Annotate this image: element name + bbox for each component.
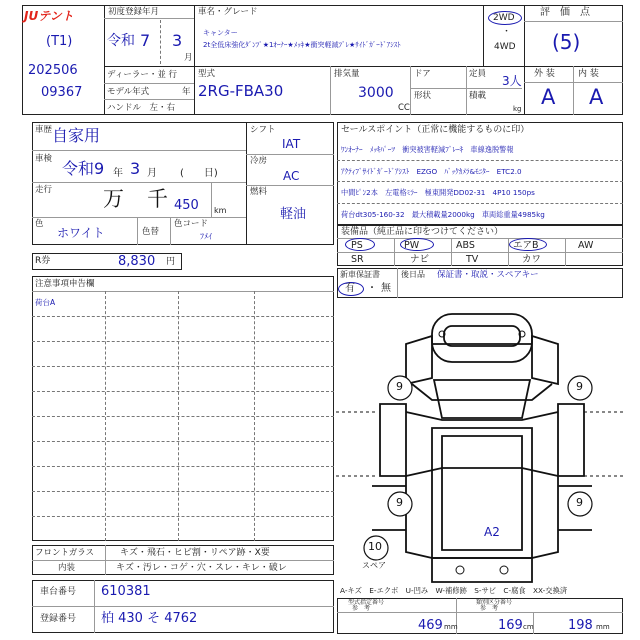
car-grade: 2t全低床強化ﾀﾞﾝﾌﾟ★1ｵｰﾅｰ★ﾒｯｷ★衝突軽減ﾌﾞﾚ★ｻｲﾄﾞｶﾞｰﾄﾞｱｼｽﾄ xyxy=(203,41,401,49)
inspection-era: 令和9 xyxy=(62,159,105,178)
kg-unit: kg xyxy=(513,105,522,113)
cc-unit: CC xyxy=(398,103,410,113)
inspection-month-unit: 月 xyxy=(147,168,157,179)
sales-title: セールスポイント（正常に機能するものに印） xyxy=(341,125,530,135)
usage-label: 車歴 xyxy=(35,125,53,135)
warranty-label: 新車保証書 xyxy=(340,270,380,279)
damage-mark-a2: A2 xyxy=(484,525,500,539)
equip-navi: ナビ xyxy=(410,254,430,265)
color-code: ﾌﾒｲ xyxy=(200,232,212,241)
car-name-label: 車名・グレード xyxy=(198,7,258,17)
lot-tag: (T1) xyxy=(46,34,73,49)
inspection-day: ( 日) xyxy=(180,168,218,179)
equip-abs: ABS xyxy=(456,240,475,251)
drive-2wd: 2WD xyxy=(493,13,515,23)
model-year-unit: 年 xyxy=(182,87,191,97)
color-change-label: 色替 xyxy=(142,227,160,237)
inspection-label: 車検 xyxy=(35,154,53,164)
spare-tire-number: 10 xyxy=(368,540,382,553)
weight-value: 469 xyxy=(418,618,443,633)
equip-tv: TV xyxy=(466,254,479,265)
recycle-unit: 円 xyxy=(166,257,176,267)
drive-dot: ・ xyxy=(502,27,512,37)
inspection-month: 3 xyxy=(130,159,141,178)
reg-era: 令和 xyxy=(107,33,135,49)
displacement: 3000 xyxy=(358,85,394,101)
plate-label: 登録番号 xyxy=(40,614,77,624)
eval-title: 評 価 点 xyxy=(540,7,590,18)
dealer-label: ディーラー・並 行 xyxy=(107,70,178,80)
ext-label: 外 装 xyxy=(534,69,555,79)
color-label: 色 xyxy=(35,219,44,229)
tire-front-right: 9 xyxy=(576,380,583,393)
notes-line-1: 荷台A xyxy=(35,298,56,307)
sales-line-4: 荷台dt305-160-32 最大積載量2000kg 車両総重量4985kg xyxy=(341,210,545,219)
extra-label: 後日品 xyxy=(401,270,425,279)
sales-line-3: 中間ﾋﾟﾝ2本 左電格ﾐﾗｰ 極東開発DD02-31 4P10 150ps xyxy=(341,188,535,197)
equip-pw: PW xyxy=(404,240,420,251)
equip-sr: SR xyxy=(351,254,364,265)
shift-label: シフト xyxy=(250,125,276,135)
equip-airbag: エアB xyxy=(513,240,539,251)
interior-label: 内装 xyxy=(58,563,76,573)
equip-ps: PS xyxy=(351,240,363,251)
mileage-value: 450 xyxy=(174,198,199,213)
recycle-frame xyxy=(32,253,182,270)
drive-4wd: 4WD xyxy=(494,42,516,52)
month-unit: 月 xyxy=(184,53,193,63)
chassis-label: 車台番号 xyxy=(40,587,77,597)
mileage-man: 万 xyxy=(103,187,124,211)
plate-number: 柏 430 そ 4762 xyxy=(101,611,198,626)
recycle-label: R券 xyxy=(35,256,51,266)
load-label: 積載 xyxy=(469,91,487,101)
tire-front-left: 9 xyxy=(396,380,403,393)
chassis-number: 610381 xyxy=(101,584,151,599)
extra-value: 保証書・取説・スペアキー xyxy=(437,270,539,280)
weight-label: 型式指定番号 xyxy=(348,599,385,606)
inspection-year-unit: 年 xyxy=(113,168,123,179)
w3-value: 198 xyxy=(568,618,593,633)
shape-label: 形状 xyxy=(414,91,432,101)
class-unit: cm xyxy=(523,623,534,631)
model-label: 型式 xyxy=(198,69,216,79)
equip-leather: カワ xyxy=(522,254,542,265)
model-year-label: モデル年式 xyxy=(107,87,150,97)
w3-unit: mm xyxy=(596,623,610,631)
eval-score: (5) xyxy=(552,30,581,54)
lot-number: 09367 xyxy=(41,85,83,100)
mileage-unit: km xyxy=(214,206,227,215)
tire-rear-left: 9 xyxy=(396,496,403,509)
handle-label: ハンドル 左・右 xyxy=(107,103,176,113)
class-sub: 参 考 xyxy=(480,605,499,612)
int-grade: A xyxy=(589,85,604,109)
notes-title: 注意事項申告欄 xyxy=(35,279,95,289)
usage-value: 自家用 xyxy=(52,126,101,145)
model-code: 2RG-FBA30 xyxy=(198,82,284,100)
warranty-no: 無 xyxy=(381,283,391,294)
weight-unit: mm xyxy=(444,623,458,631)
reg-month: 3 xyxy=(172,31,183,50)
damage-legend: A-キズ E-エクボ U-凹み W-補修跡 S-サビ C-腐食 XX-交換済 xyxy=(340,586,568,595)
class-label: 類別区分番号 xyxy=(476,599,513,606)
tire-rear-right: 9 xyxy=(576,496,583,509)
ext-grade: A xyxy=(541,85,556,109)
capacity-label: 定員 xyxy=(469,69,487,79)
lot-date: 202506 xyxy=(28,63,78,78)
sales-line-1: ﾜﾝｵｰﾅｰ ﾒｯｷﾊﾟｰﾂ 衝突被害軽減ﾌﾞﾚｰｷ 車線逸脱警報 xyxy=(341,145,514,154)
first-reg-label: 初度登録年月 xyxy=(108,7,160,17)
sales-line-2: ｱｸﾃｨﾌﾞｻｲﾄﾞｶﾞｰﾄﾞｱｼｽﾄ EZGO ﾊﾞｯｸｶﾒﾗ&ﾓﾆﾀｰ ETC2.0 xyxy=(341,167,522,176)
mileage-sen: 千 xyxy=(147,187,168,211)
shift-value: IAT xyxy=(282,137,301,151)
reg-year: 7 xyxy=(140,31,151,50)
displacement-label: 排気量 xyxy=(334,69,360,79)
class-value: 169 xyxy=(498,618,523,633)
recycle-value: 8,830 xyxy=(118,254,156,269)
color-code-label: 色コード xyxy=(174,219,209,229)
int-label: 内 装 xyxy=(578,69,599,79)
ac-label: 冷房 xyxy=(250,156,268,166)
warranty-sep: ・ xyxy=(367,283,377,294)
warranty-yes: 有 xyxy=(345,283,355,294)
fuel-label: 燃料 xyxy=(250,187,268,197)
color-value: ホワイト xyxy=(57,226,105,240)
fuel-value: 軽油 xyxy=(280,207,307,222)
interior-desc: キズ・汚レ・コゲ・穴・スレ・キレ・破レ xyxy=(116,563,287,573)
ac-value: AC xyxy=(283,169,300,183)
front-glass-label: フロントガラス xyxy=(35,548,94,558)
door-label: ドア xyxy=(414,69,431,79)
equip-aw: AW xyxy=(578,240,594,251)
brand-logo: JUテント xyxy=(24,9,74,23)
mileage-label: 走行 xyxy=(35,185,53,195)
weight-sub: 参 考 xyxy=(352,605,371,612)
car-name: キャンター xyxy=(203,29,238,37)
capacity: 3人 xyxy=(502,74,522,88)
equipment-title: 装備品（純正品に印をつけてください） xyxy=(341,227,504,237)
spare-label: スペア xyxy=(362,561,386,570)
front-glass-desc: キズ・飛石・ヒビ割・リペア跡・X要 xyxy=(120,548,270,558)
